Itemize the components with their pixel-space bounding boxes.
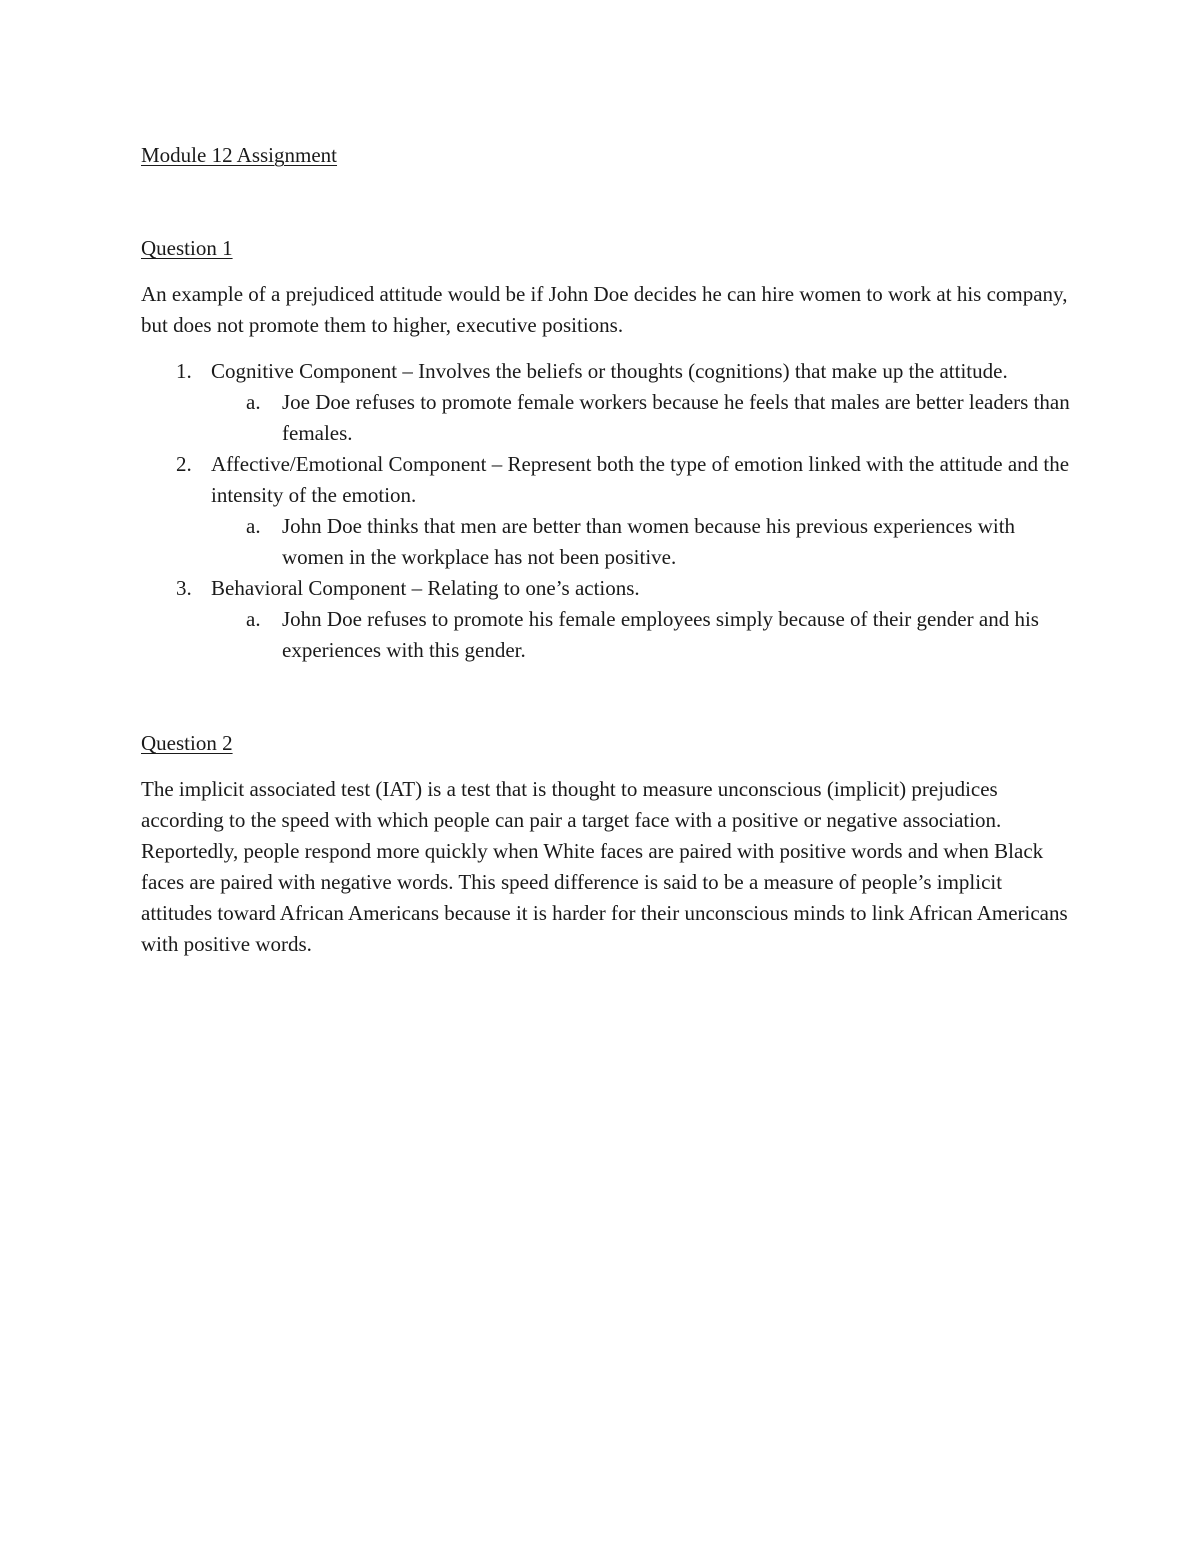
sub-item [211, 511, 1071, 573]
component-text: Affective/Emotional Component – Represent both the type of emotion linked with the attitude and the intensity of the emotion. [211, 452, 1070, 507]
sub-text: John Doe thinks that men are better than women because his previous experiences with women in the workplace has not been positive. [282, 514, 1016, 569]
list-number: 1. [176, 359, 192, 383]
sub-list [211, 511, 1071, 573]
list-number: 3. [176, 576, 192, 600]
document-content [141, 140, 1071, 975]
component-list [141, 356, 1071, 666]
question-2-heading: Question 2 [141, 731, 233, 755]
sub-list [211, 604, 1071, 666]
component-item-affective [141, 449, 1071, 573]
list-number: 2. [176, 452, 192, 476]
sub-letter: a. [246, 514, 261, 538]
sub-text: John Doe refuses to promote his female employees simply because of their gender and his experiences with this gender. [282, 607, 1039, 662]
component-item-cognitive [141, 356, 1071, 449]
component-item-behavioral [141, 573, 1071, 666]
sub-list [211, 387, 1071, 449]
sub-item [211, 604, 1071, 666]
sub-text: Joe Doe refuses to promote female workers because he feels that males are better leaders than females. [282, 390, 1070, 445]
question-1-heading: Question 1 [141, 236, 233, 260]
sub-letter: a. [246, 390, 261, 414]
question-2-body: The implicit associated test (IAT) is a test that is thought to measure unconscious (implicit) prejudices according to the speed with which people can pair a target face with a positive or negative association. Reportedly, people respond more quickly when White faces are paired with positive words and when Black faces are paired with negative words. This speed difference is said to be a measure of people’s implicit attitudes toward African Americans because it is harder for their unconscious minds to link African Americans with positive words. [141, 777, 1068, 956]
document-title: Module 12 Assignment [141, 143, 338, 167]
component-text: Cognitive Component – Involves the beliefs or thoughts (cognitions) that make up the attitude. [211, 359, 1008, 383]
sub-letter: a. [246, 607, 261, 631]
component-text: Behavioral Component – Relating to one’s actions. [211, 576, 640, 600]
sub-item [211, 387, 1071, 449]
question-1-intro: An example of a prejudiced attitude would be if John Doe decides he can hire women to work at his company, but does not promote them to higher, executive positions. [141, 282, 1068, 337]
